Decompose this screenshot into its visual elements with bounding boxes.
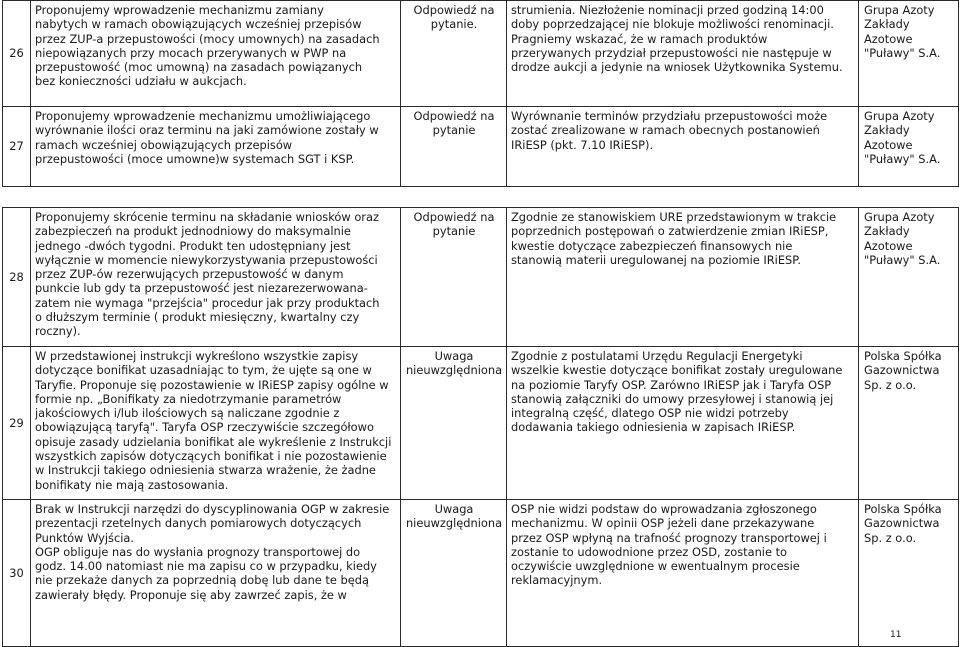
proposal-cell: Proponujemy wprowadzenie mechanizmu umożliwiającego wyrównanie ilości oraz terminu na jaki zamówione zostały w ramach wcześniej obowiązujących przepisów przepustowości (moce umowne)w systemach SGT i KSP. [31, 107, 401, 187]
table-row [3, 347, 959, 500]
author-cell: Grupa Azoty Zakłady Azotowe "Puławy" S.A. [859, 208, 959, 347]
author-cell: Grupa Azoty Zakłady Azotowe "Puławy" S.A. [859, 107, 959, 187]
row-number: 29 [3, 347, 31, 500]
response-cell: Uwaga nieuwzględniona [401, 500, 507, 647]
proposal-cell: Proponujemy wprowadzenie mechanizmu zamiany nabytych w ramach obowiązujących wcześniej przepisów przez ZUP-a przepustowości (mocy umownych) na zasadach niepowiązanych przy mocach przerywanych w PWP na przepustowość (moc umowną) na zasadach powiązanych bez konieczności udziału w aukcjach. [31, 1, 401, 107]
row-number: 27 [3, 107, 31, 187]
comment-cell: Wyrównanie terminów przydziału przepustowości może zostać zrealizowane w ramach obecnych postanowień IRiESP (pkt. 7.10 IRiESP). [507, 107, 859, 187]
response-cell: Odpowiedź na pytanie [401, 107, 507, 187]
comment-cell: strumienia. Niezłożenie nominacji przed godziną 14:00 doby poprzedzającej nie blokuje możliwości renominacji. Pragniemy wskazać, że w ramach produktów przerywanych przydział przepustowości nie następuje w drodze aukcji a jedynie na wniosek Użytkownika Systemu. [507, 1, 859, 107]
author-cell: Grupa Azoty Zakłady Azotowe "Puławy" S.A. [859, 1, 959, 107]
table-row [3, 1, 959, 107]
comment-cell: Zgodnie z postulatami Urzędu Regulacji Energetyki wszelkie kwestie dotyczące bonifikat zostały uregulowane na poziomie Taryfy OSP. Zarówno IRiESP jak i Taryfa OSP stanowią załączniki do umowy przesyłowej i stanowią jej integralną część, dlatego OSP nie widzi potrzeby dodawania takiego odniesienia w zapisach IRiESP. [507, 347, 859, 500]
response-cell: Odpowiedź na pytanie. [401, 1, 507, 107]
comments-table-top [2, 0, 959, 187]
proposal-cell: Brak w Instrukcji narzędzi do dyscyplinowania OGP w zakresie prezentacji rzetelnych danych pomiarowych dotyczących Punktów Wyjścia. OGP obliguje nas do wysłania prognozy transportowej do godz. 14.00 natomiast nie ma zapisu co w przypadku, kiedy nie przekaże danych za poprzednią dobę lub dane te będą zawierały błędy. Proponuje się aby zawrzeć zapis, że w [31, 500, 401, 647]
row-number: 28 [3, 208, 31, 347]
response-cell: Odpowiedź na pytanie [401, 208, 507, 347]
table-row [3, 500, 959, 647]
row-number: 30 [3, 500, 31, 647]
row-number: 26 [3, 1, 31, 107]
proposal-cell: Proponujemy skrócenie terminu na składanie wniosków oraz zabezpieczeń na produkt jednodniowy do maksymalnie jednego -dwóch tygodni. Produkt ten udostępniany jest wyłącznie w momencie niewykorzystywania przepustowości przez ZUP-ów rezerwujących przepustowość w danym punkcie lub gdy ta przepustowość jest niezarezerwowana- zatem nie wymaga "przejścia" procedur jak przy produktach o dłuższym terminie ( produkt miesięczny, kwartalny czy roczny). [31, 208, 401, 347]
page-number: 11 [890, 630, 902, 640]
comments-table-bottom [2, 207, 959, 647]
table-row [3, 107, 959, 187]
table-row [3, 208, 959, 347]
comment-cell: Zgodnie ze stanowiskiem URE przedstawionym w trakcie poprzednich postępowań o zatwierdzenie zmian IRiESP, kwestie dotyczące zabezpieczeń finansowych nie stanowią materii uregulowanej na poziomie IRiESP. [507, 208, 859, 347]
author-cell: Polska Spółka Gazownictwa Sp. z o.o. [859, 347, 959, 500]
comment-cell: OSP nie widzi podstaw do wprowadzania zgłoszonego mechanizmu. W opinii OSP jeżeli dane przekazywane przez OSP wpłyną na trafność prognozy transportowej i zostanie to udowodnione przez OSD, zostanie to oczywiście uwzględnione w ewentualnym procesie reklamacyjnym. [507, 500, 859, 647]
response-cell: Uwaga nieuwzględniona [401, 347, 507, 500]
proposal-cell: W przedstawionej instrukcji wykreślono wszystkie zapisy dotyczące bonifikat uzasadniając to tym, że ujęte są one w Taryfie. Proponuje się pozostawienie w IRiESP zapisy ogólne w formie np. „Bonifikaty za niedotrzymanie parametrów jakościowych i/lub ilościowych są naliczane zgodnie z obowiązującą taryfą". Taryfa OSP rzeczywiście szczegółowo opisuje zasady udzielania bonifikat ale wykreślenie z Instrukcji wszystkich zapisów dotyczących bonifikat i nie pozostawienie w Instrukcji takiego odniesienia stwarza wrażenie, że żadne bonifikaty nie mają zastosowania. [31, 347, 401, 500]
author-cell: Polska Spółka Gazownictwa Sp. z o.o. [859, 500, 959, 647]
